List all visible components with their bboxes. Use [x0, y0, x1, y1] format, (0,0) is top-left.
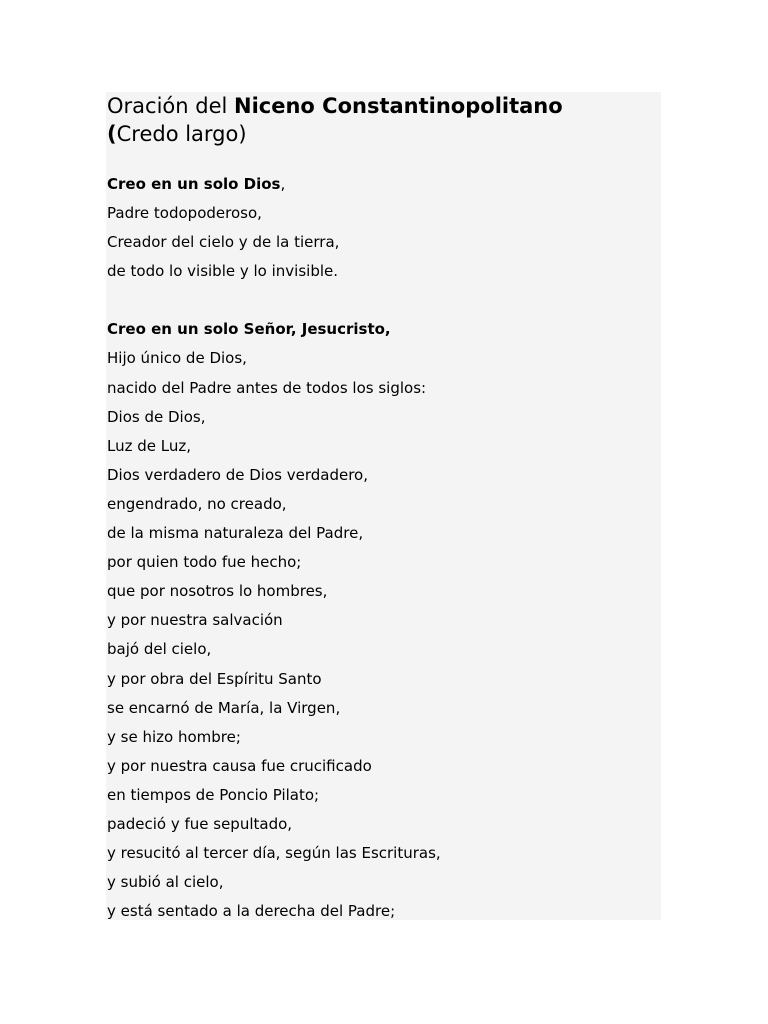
- prayer-line: de todo lo visible y lo invisible.: [107, 262, 339, 281]
- title-name: Niceno Constantinopolitano: [234, 94, 563, 118]
- stanza-heading-comma: ,: [280, 175, 286, 193]
- title-prefix: Oración del: [107, 94, 235, 118]
- prayer-line: por quien todo fue hecho;: [107, 553, 302, 572]
- prayer-line: y por nuestra salvación: [107, 611, 283, 630]
- stanza-heading: [107, 170, 661, 199]
- prayer-line: Hijo único de Dios,: [107, 349, 247, 368]
- prayer-line: Creador del cielo y de la tierra,: [107, 233, 340, 252]
- prayer-line: Luz de Luz,: [107, 436, 192, 455]
- prayer-line: engendrado, no creado,: [107, 494, 287, 513]
- prayer-line: Padre todopoderoso,: [107, 204, 262, 223]
- stanza-heading-text: Creo en un solo Dios: [107, 175, 281, 193]
- prayer-line: se encarnó de María, la Virgen,: [107, 698, 341, 717]
- stanza-heading: Creo en un solo Señor, Jesucristo,: [107, 320, 391, 339]
- prayer-title: [107, 92, 661, 148]
- prayer-line: nacido del Padre antes de todos los siglos:: [107, 378, 427, 397]
- prayer-line: Dios verdadero de Dios verdadero,: [107, 465, 368, 484]
- stanza-creo-dios: [107, 170, 661, 286]
- prayer-line: y resucitó al tercer día, según las Escrituras,: [107, 844, 441, 863]
- prayer-line: y está sentado a la derecha del Padre;: [107, 902, 396, 921]
- prayer-line: y subió al cielo,: [107, 873, 224, 892]
- prayer-line: en tiempos de Poncio Pilato;: [107, 785, 320, 804]
- prayer-line: y por nuestra causa fue crucificado: [107, 756, 372, 775]
- title-subtitle: Credo largo): [116, 122, 247, 146]
- title-open-paren: (: [107, 122, 117, 146]
- prayer-line: y por obra del Espíritu Santo: [107, 669, 322, 688]
- prayer-line: y se hizo hombre;: [107, 727, 241, 746]
- stanza-creo-senor: [107, 315, 661, 926]
- prayer-line: Dios de Dios,: [107, 407, 206, 426]
- prayer-line: bajó del cielo,: [107, 640, 212, 659]
- prayer-line: padeció y fue sepultado,: [107, 814, 293, 833]
- prayer-line: de la misma naturaleza del Padre,: [107, 524, 364, 543]
- prayer-text-block: [106, 92, 661, 920]
- prayer-line: que por nosotros lo hombres,: [107, 582, 328, 601]
